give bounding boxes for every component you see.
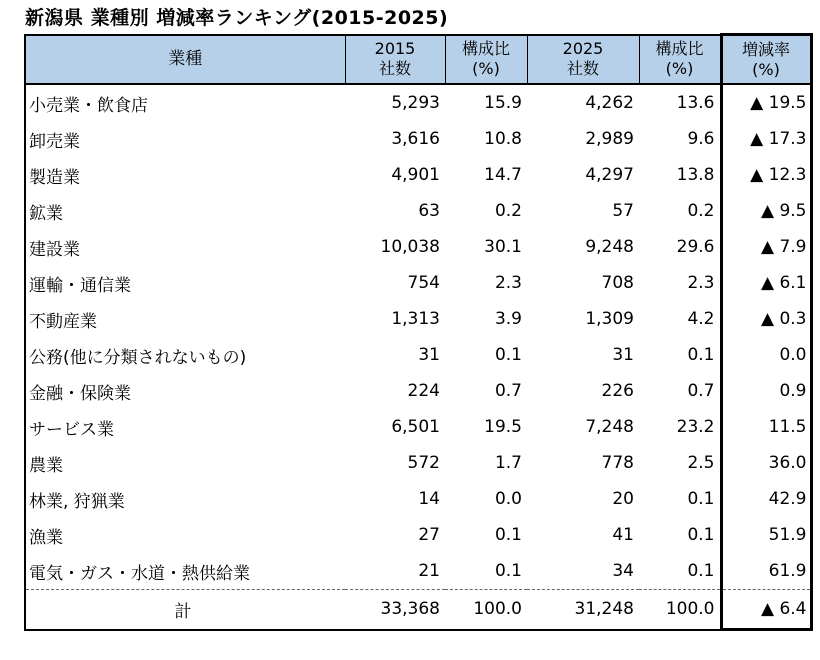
row-share-2015: 0.7 [494, 381, 522, 401]
row-industry: 卸売業 [25, 121, 345, 157]
table-row [25, 445, 811, 481]
row-rate: 61.9 [721, 553, 811, 590]
row-count-2015: 3,616 [391, 129, 440, 149]
table-row [25, 157, 811, 193]
row-rate: ▲ 7.9 [721, 229, 811, 265]
row-count-2015: 6,501 [391, 417, 440, 437]
header-share-2015 [445, 35, 527, 85]
table-row [25, 553, 811, 590]
total-share-2015: 100.0 [445, 590, 527, 630]
row-share-2015: 0.2 [494, 201, 522, 221]
row-industry: 金融・保険業 [25, 373, 345, 409]
row-share-2015: 15.9 [484, 93, 522, 113]
table-row [25, 193, 811, 229]
row-rate: 0.0 [721, 337, 811, 373]
industry-ranking-table [24, 33, 813, 631]
row-count-2025: 57 [612, 201, 634, 221]
total-rate: ▲ 6.4 [721, 590, 811, 630]
table-row [25, 373, 811, 409]
row-rate: 51.9 [721, 517, 811, 553]
row-share-2015: 14.7 [484, 165, 522, 185]
row-share-2015: 2.3 [494, 273, 522, 293]
row-share-2025: 0.2 [687, 201, 715, 221]
header-rate-label: 増減率 [741, 39, 790, 59]
header-industry [25, 35, 345, 85]
row-share-2015: 10.8 [484, 129, 522, 149]
row-rate: 0.9 [721, 373, 811, 409]
row-share-2025: 13.8 [676, 165, 715, 185]
row-count-2015: 31 [418, 345, 440, 365]
row-rate: 36.0 [721, 445, 811, 481]
total-share-2025: 100.0 [639, 590, 721, 630]
header-row [25, 35, 811, 85]
row-count-2015: 5,293 [391, 93, 440, 113]
row-share-2025: 0.1 [687, 345, 715, 365]
table-row [25, 121, 811, 157]
table-row [25, 517, 811, 553]
table-body [25, 84, 811, 630]
header-count-2015 [345, 35, 445, 85]
header-share-2025-unit: (%) [665, 59, 694, 79]
row-share-2025: 23.2 [676, 417, 715, 437]
table-row [25, 409, 811, 445]
header-share-2025 [639, 35, 721, 85]
row-count-2015: 224 [407, 381, 440, 401]
row-rate: 42.9 [721, 481, 811, 517]
row-industry: 漁業 [25, 517, 345, 553]
page-title: 新潟県 業種別 増減率ランキング(2015-2025) [25, 7, 449, 29]
header-rate-unit: (%) [752, 59, 780, 79]
row-industry: 電気・ガス・水道・熱供給業 [25, 553, 345, 590]
row-share-2015: 0.0 [494, 489, 522, 509]
row-share-2025: 0.1 [687, 525, 715, 545]
table-row [25, 337, 811, 373]
header-industry-label: 業種 [168, 49, 203, 70]
row-count-2025: 1,309 [585, 309, 634, 329]
row-industry: 建設業 [25, 229, 345, 265]
row-count-2025: 4,297 [585, 165, 634, 185]
row-share-2025: 13.6 [676, 93, 715, 113]
row-count-2025: 226 [601, 381, 634, 401]
row-share-2025: 29.6 [676, 237, 715, 257]
header-count-2025-label: 社数 [566, 59, 599, 79]
header-share-2025-label: 構成比 [655, 39, 704, 59]
row-share-2025: 0.1 [687, 561, 715, 581]
row-count-2015: 21 [418, 561, 440, 581]
header-count-2015-label: 社数 [378, 59, 411, 79]
row-count-2025: 34 [612, 561, 634, 581]
row-count-2025: 2,989 [585, 129, 634, 149]
row-share-2025: 0.1 [687, 489, 715, 509]
row-count-2025: 778 [601, 453, 634, 473]
row-rate: ▲ 17.3 [721, 121, 811, 157]
header-share-2015-label: 構成比 [461, 39, 510, 59]
row-share-2015: 0.1 [494, 525, 522, 545]
row-share-2015: 3.9 [494, 309, 522, 329]
row-count-2025: 708 [601, 273, 634, 293]
header-share-2015-unit: (%) [472, 59, 500, 79]
row-count-2025: 41 [612, 525, 634, 545]
header-count-2025 [527, 35, 639, 85]
row-share-2025: 4.2 [687, 309, 715, 329]
row-share-2025: 2.3 [687, 273, 715, 293]
table-row [25, 481, 811, 517]
row-share-2015: 30.1 [484, 237, 522, 257]
total-count-2015: 33,368 [345, 590, 445, 630]
total-row [25, 590, 811, 630]
table-row [25, 84, 811, 121]
row-rate: ▲ 6.1 [721, 265, 811, 301]
row-industry: 小売業・飲食店 [25, 84, 345, 121]
row-industry: 運輸・通信業 [25, 265, 345, 301]
table-row [25, 229, 811, 265]
row-count-2025: 4,262 [585, 93, 634, 113]
row-share-2015: 0.1 [494, 345, 522, 365]
row-count-2015: 572 [407, 453, 440, 473]
table-row [25, 265, 811, 301]
row-industry: 鉱業 [25, 193, 345, 229]
header-rate [721, 35, 811, 85]
row-industry: サービス業 [25, 409, 345, 445]
row-count-2015: 14 [418, 489, 440, 509]
row-count-2025: 7,248 [585, 417, 634, 437]
row-industry: 農業 [25, 445, 345, 481]
total-count-2025: 31,248 [527, 590, 639, 630]
row-count-2015: 63 [418, 201, 440, 221]
row-rate: ▲ 19.5 [721, 84, 811, 121]
header-count-2015-year: 2015 [374, 39, 416, 59]
row-share-2025: 2.5 [687, 453, 715, 473]
row-count-2015: 754 [407, 273, 440, 293]
header-count-2025-year: 2025 [562, 39, 604, 59]
row-rate: ▲ 12.3 [721, 157, 811, 193]
table-row [25, 301, 811, 337]
row-count-2025: 20 [612, 489, 634, 509]
row-share-2025: 0.7 [687, 381, 715, 401]
row-share-2015: 0.1 [494, 561, 522, 581]
row-industry: 林業, 狩猟業 [25, 481, 345, 517]
row-share-2015: 19.5 [484, 417, 522, 437]
row-count-2015: 27 [418, 525, 440, 545]
row-rate: ▲ 9.5 [721, 193, 811, 229]
row-count-2015: 4,901 [391, 165, 440, 185]
row-industry: 製造業 [25, 157, 345, 193]
row-count-2015: 1,313 [391, 309, 440, 329]
total-label: 計 [25, 590, 345, 630]
row-industry: 公務(他に分類されないもの) [25, 337, 345, 373]
row-count-2025: 31 [612, 345, 634, 365]
row-rate: ▲ 0.3 [721, 301, 811, 337]
row-rate: 11.5 [721, 409, 811, 445]
row-share-2015: 1.7 [494, 453, 522, 473]
row-count-2025: 9,248 [585, 237, 634, 257]
row-industry: 不動産業 [25, 301, 345, 337]
row-count-2015: 10,038 [380, 237, 440, 257]
table-header [25, 35, 811, 85]
row-share-2025: 9.6 [687, 129, 715, 149]
